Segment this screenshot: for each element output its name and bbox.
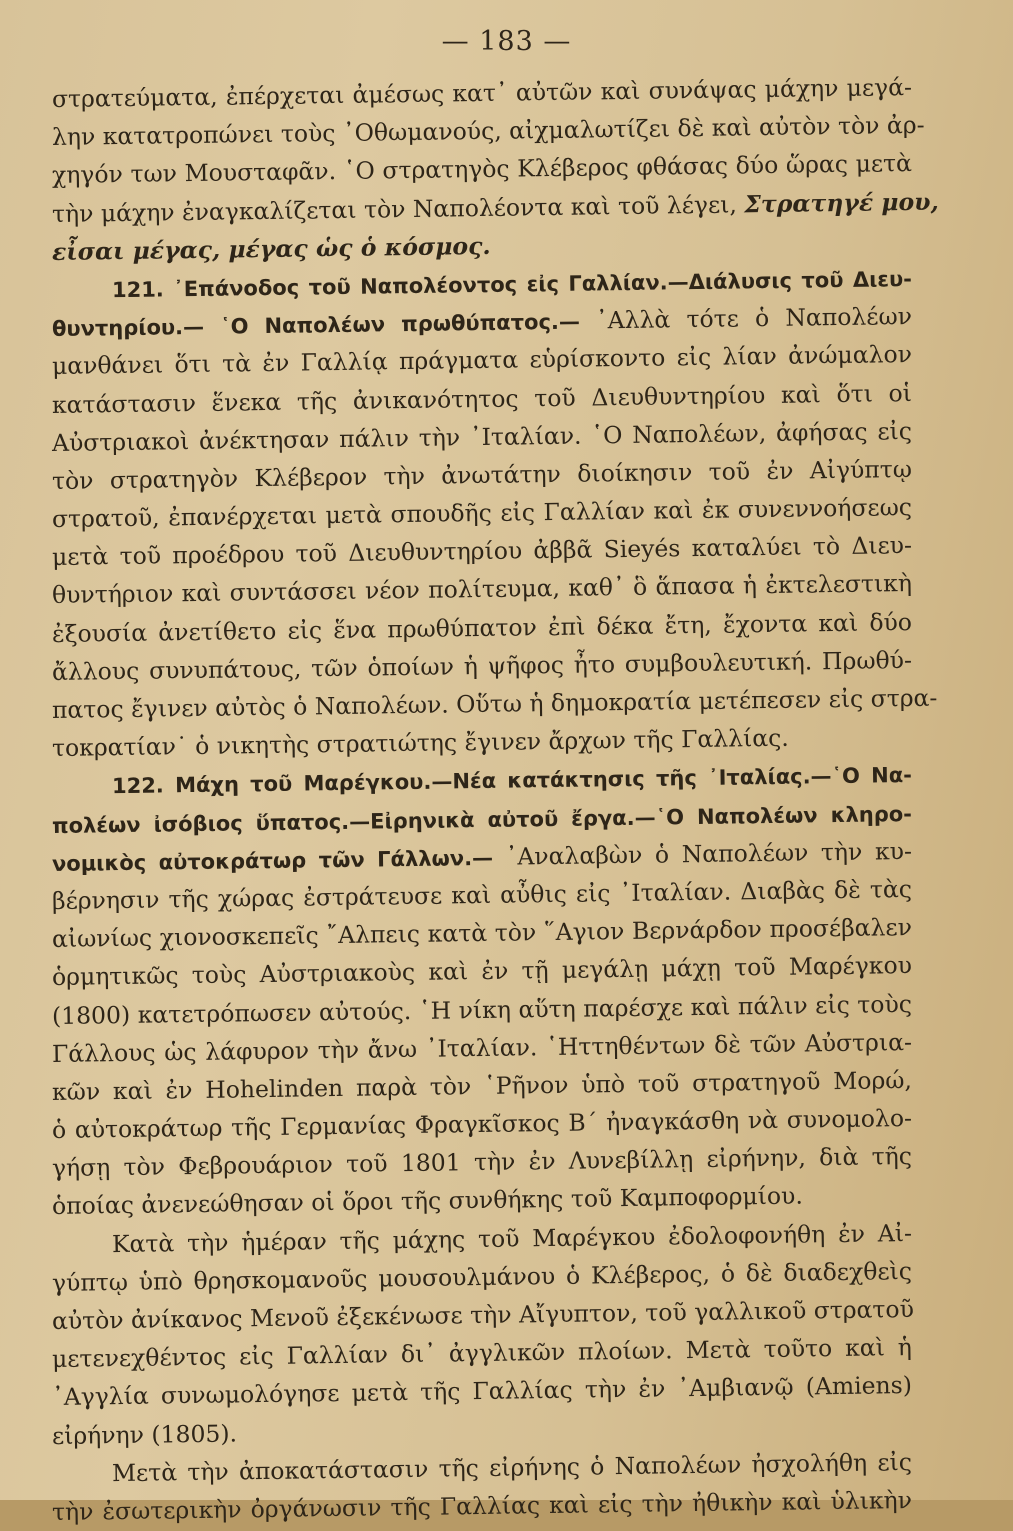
paragraph-text: Αὐστριακοὶ ἀνέκτησαν πάλιν τὴν ᾽Ιταλίαν. ῾Ο Ναπολέων, ἀφήσας εἰς xyxy=(51,416,913,457)
paragraph-text: στρατοῦ, ἐπανέρχεται μετὰ σπουδῆς εἰς Γαλλίαν καὶ ἐκ συνεννοήσεως xyxy=(51,493,913,534)
paragraph-text: ἄλλους συνυπάτους, τῶν ὁποίων ἡ ψῆφος ἦτο συμβουλευτική. Πρωθύ- xyxy=(51,645,913,686)
paragraph-text: Κατὰ τὴν ἡμέραν τῆς μάχης τοῦ Μαρέγκου ἐδολοφονήθη ἐν Αἰ- xyxy=(111,1218,913,1258)
heading-text: 121. ᾽Επάνοδος τοῦ Ναπολέοντος εἰς Γαλλίαν.—Διάλυσις τοῦ Διευ- xyxy=(111,266,913,303)
paragraph-text: ᾽Αγγλία συνωμολόγησε μετὰ τῆς Γαλλίας τὴν ἐν ᾽Αμβιανῷ (Amiens) xyxy=(51,1371,913,1412)
paragraph-text: τὴν ἐσωτερικὴν ὀργάνωσιν τῆς Γαλλίας καὶ εἰς τὴν ἠθικὴν καὶ ὑλικὴν xyxy=(51,1485,913,1526)
heading-text: πολέων ἰσόβιος ὕπατος.—Εἰρηνικὰ αὐτοῦ ἔργα.—῾Ο Ναπολέων κληρο- xyxy=(51,801,913,838)
paragraph-text: τὴν μάχην ἐναγκαλίζεται τὸν Ναπολέοντα καὶ τοῦ λέγει, xyxy=(51,189,745,228)
paragraph-text: ᾽Αναλαβὼν ὁ Ναπολέων τὴν κυ- xyxy=(505,836,913,871)
paragraph-text: αὐτὸν ἀνίκανος Μενοῦ ἐξεκένωσε τὴν Αἴγυπτον, τοῦ γαλλικοῦ στρατοῦ xyxy=(51,1294,915,1335)
paragraph-text: λην κατατροπώνει τοὺς ᾽Οθωμανούς, αἰχμαλωτίζει δὲ καὶ αὐτὸν τὸν ἀρ- xyxy=(51,111,925,152)
paragraph-text: Μετὰ τὴν ἀποκατάστασιν τῆς εἰρήνης ὁ Ναπολέων ἠσχολήθη εἰς xyxy=(111,1447,913,1487)
paragraph-text: στρατεύματα, ἐπέρχεται ἀμέσως κατ᾽ αὐτῶν καὶ συνάψας μάχην μεγά- xyxy=(51,72,913,113)
paragraph-text: κῶν καὶ ἐν Hohelinden παρὰ τὸν ῾Ρῆνον ὑπὸ τοῦ στρατηγοῦ Μορώ, xyxy=(51,1065,913,1106)
body-text xyxy=(51,72,939,1531)
paragraph-text: ἐξουσία ἀνετίθετο εἰς ἕνα πρωθύπατον ἐπὶ δέκα ἔτη, ἔχοντα καὶ δύο xyxy=(51,607,913,648)
paragraph-text: εἰρήνην (1805). xyxy=(51,1418,238,1450)
paragraph-text: ᾽Αλλὰ τότε ὁ Ναπολέων xyxy=(595,302,913,335)
paragraph-text: Γάλλους ὡς λάφυρον τὴν ἄνω ᾽Ιταλίαν. ῾Ηττηθέντων δὲ τῶν Αὐστρια- xyxy=(51,1027,913,1068)
heading-text: νομικὸς αὐτοκράτωρ τῶν Γάλλων.— xyxy=(51,845,506,876)
heading-text: εἶσαι μέγας, μέγας ὡς ὁ κόσμος. xyxy=(51,231,491,266)
paragraph-text: τὸν στρατηγὸν Κλέβερον τὴν ἀνωτάτην διοίκησιν τοῦ ἐν Αἰγύπτῳ xyxy=(51,454,913,495)
paragraph-text: ὁ αὐτοκράτωρ τῆς Γερμανίας Φραγκῖσκος Β΄ ἠναγκάσθη νὰ συνομολο- xyxy=(51,1104,913,1145)
paragraph-text: (1800) κατετρόπωσεν αὐτούς. ῾Η νίκη αὕτη παρέσχε καὶ πάλιν εἰς τοὺς xyxy=(51,989,913,1030)
paragraph-text: ὁρμητικῶς τοὺς Αὐστριακοὺς καὶ ἐν τῇ μεγάλῃ μάχῃ τοῦ Μαρέγκου xyxy=(51,951,913,992)
paragraph-text: χηγόν των Μουσταφᾶν. ῾Ο στρατηγὸς Κλέβερος φθάσας δύο ὥρας μετὰ xyxy=(51,149,913,190)
page-number: — 183 — xyxy=(441,26,572,57)
paragraph-text: τοκρατίαν˙ ὁ νικητὴς στρατιώτης ἔγινεν ἄρχων τῆς Γαλλίας. xyxy=(51,723,789,763)
paragraph-text: θυντήριον καὶ συντάσσει νέον πολίτευμα, καθ᾽ ὃ ἅπασα ἡ ἐκτελεστικὴ xyxy=(51,569,913,610)
heading-text: Στρατηγέ μου, xyxy=(744,187,939,218)
paragraph-text: γύπτῳ ὑπὸ θρησκομανοῦς μουσουλμάνου ὁ Κλέβερος, ὁ δὲ διαδεχθεὶς xyxy=(51,1256,913,1297)
paragraph-text: κατάστασιν ἕνεκα τῆς ἀνικανότητος τοῦ Διευθυντηρίου καὶ ὅτι οἱ xyxy=(51,378,913,419)
heading-text: θυντηρίου.— ῾Ο Ναπολέων πρωθύπατος.— xyxy=(51,309,597,342)
heading-text: 122. Μάχη τοῦ Μαρέγκου.—Νέα κατάκτησις τῆς ᾽Ιταλίας.—῾Ο Να- xyxy=(111,763,913,799)
paragraph-text: ὁποίας ἀνενεώθησαν οἱ ὅροι τῆς συνθήκης τοῦ Καμποφορμίου. xyxy=(51,1181,804,1221)
paragraph-text: αἰωνίως χιονοσκεπεῖς ῎Αλπεις κατὰ τὸν ῞Αγιον Βερνάρδον προσέβαλεν xyxy=(51,913,913,954)
paragraph-text: βέρνησιν τῆς χώρας ἐστράτευσε καὶ αὖθις εἰς ᾽Ιταλίαν. Διαβὰς δὲ τὰς xyxy=(51,874,913,915)
paragraph-text: μετὰ τοῦ προέδρου τοῦ Διευθυντηρίου ἀββᾶ Sieyés καταλύει τὸ Διευ- xyxy=(51,531,913,572)
paragraph-text: μετενεχθέντος εἰς Γαλλίαν δι᾽ ἀγγλικῶν πλοίων. Μετὰ τοῦτο καὶ ἡ xyxy=(51,1333,913,1374)
paragraph-text: γήσῃ τὸν Φεβρουάριον τοῦ 1801 τὴν ἐν Λυνεβίλλῃ εἰρήνην, διὰ τῆς xyxy=(51,1142,913,1183)
paragraph-text: μανθάνει ὅτι τὰ ἐν Γαλλίᾳ πράγματα εὑρίσκοντο εἰς λίαν ἀνώμαλον xyxy=(51,340,913,381)
paragraph-text: πατος ἔγινεν αὐτὸς ὁ Ναπολέων. Οὕτω ἡ δημοκρατία μετέπεσεν εἰς στρα- xyxy=(51,683,938,724)
